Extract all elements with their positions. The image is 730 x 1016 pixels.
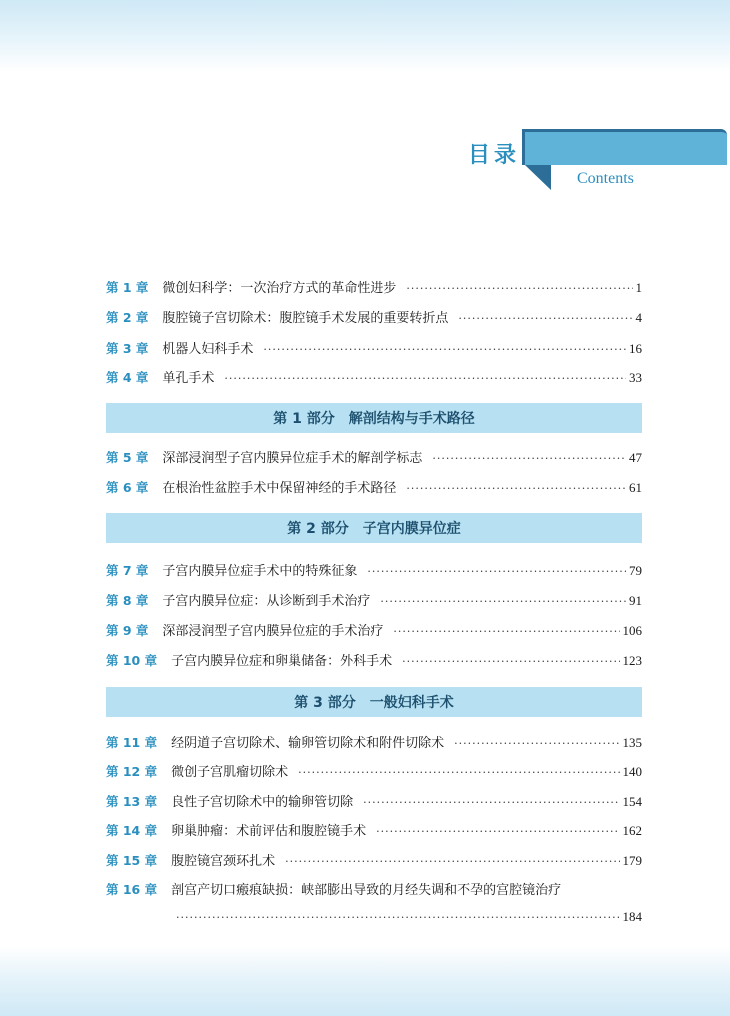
page-title: 目录 [468,142,521,168]
chapter-number: 第 12 章 [106,764,158,779]
page-number: 154 [622,794,642,809]
toc-entry-ch10[interactable] [106,650,642,672]
toc-entry-ch4[interactable] [106,367,642,389]
toc-entry-ch9[interactable] [106,620,642,642]
top-gradient-band [0,0,730,72]
toc-entry-ch11[interactable] [106,732,642,754]
chapter-title: 微创妇科学：一次治疗方式的革命性进步 [162,281,397,296]
chapter-number: 第 15 章 [106,853,158,868]
dot-leader [376,825,619,838]
part-number: 第 2 部分 [287,521,349,537]
chapter-number: 第 7 章 [106,563,149,578]
toc-entry-ch7[interactable] [106,560,642,582]
toc-entry-ch12[interactable] [106,761,642,783]
chapter-title: 深部浸润型子宫内膜异位症手术的解剖学标志 [162,451,423,466]
page-number: 179 [622,853,642,868]
chapter-title: 子宫内膜异位症和卵巢储备：外科手术 [171,654,393,669]
page-number: 4 [635,310,642,325]
toc-entry-ch6[interactable] [106,477,642,499]
chapter-number: 第 16 章 [106,882,158,897]
part-heading-3[interactable] [106,687,642,717]
part-title: 子宫内膜异位症 [362,521,461,537]
dot-leader [380,595,626,608]
page-number: 123 [622,653,642,668]
page-subtitle: Contents [577,170,634,187]
page-number: 135 [622,735,642,750]
chapter-title: 子宫内膜异位症：从诊断到手术治疗 [162,594,371,609]
page-number: 16 [629,341,642,356]
part-title: 一般妇科手术 [369,695,454,711]
page-number: 140 [622,764,642,779]
toc-entry-ch15[interactable] [106,850,642,872]
part-number: 第 3 部分 [294,695,356,711]
dot-leader [263,343,626,356]
toc-entry-ch2[interactable] [106,307,642,329]
chapter-number: 第 6 章 [106,480,149,495]
part-title: 解剖结构与手术路径 [348,411,475,427]
part-number: 第 1 部分 [273,411,335,427]
page-number: 61 [629,480,642,495]
dot-leader [224,372,626,385]
chapter-title: 卵巢肿瘤：术前评估和腹腔镜手术 [171,824,367,839]
chapter-title: 剖宫产切口瘢痕缺损：峡部膨出导致的月经失调和不孕的宫腔镜治疗 [171,883,562,898]
chapter-title: 腹腔镜宫颈环扎术 [171,854,276,869]
chapter-title: 子宫内膜异位症手术中的特殊征象 [162,564,358,579]
dot-leader [432,452,626,465]
chapter-number: 第 10 章 [106,653,158,668]
chapter-number: 第 1 章 [106,280,149,295]
chapter-title: 单孔手术 [162,371,215,386]
chapter-title: 经阴道子宫切除术、输卵管切除术和附件切除术 [171,736,445,751]
toc-entry-ch5[interactable] [106,447,642,469]
toc-entry-ch3[interactable] [106,338,642,360]
toc-entry-ch16[interactable] [106,879,642,901]
chapter-title: 微创子宫肌瘤切除术 [171,765,289,780]
chapter-number: 第 14 章 [106,823,158,838]
chapter-title: 机器人妇科手术 [162,342,254,357]
dot-leader [458,312,632,325]
title-ribbon [522,129,727,165]
chapter-title: 良性子宫切除术中的输卵管切除 [171,795,354,810]
chapter-number: 第 8 章 [106,593,149,608]
chapter-title: 深部浸润型子宫内膜异位症的手术治疗 [162,624,384,639]
chapter-title: 在根治性盆腔手术中保留神经的手术路径 [162,481,397,496]
chapter-number: 第 9 章 [106,623,149,638]
chapter-number: 第 11 章 [106,735,158,750]
dot-leader [285,855,619,868]
dot-leader [363,796,619,809]
dot-leader [454,737,619,750]
toc-entry-ch16-continuation[interactable] [176,909,642,931]
dot-leader [406,482,626,495]
toc-entry-ch1[interactable] [106,277,642,299]
dot-leader [367,565,626,578]
toc-entry-ch8[interactable] [106,590,642,612]
toc-entry-ch14[interactable] [106,820,642,842]
part-heading-1[interactable] [106,403,642,433]
page-number: 184 [622,909,642,924]
chapter-number: 第 3 章 [106,341,149,356]
chapter-number: 第 4 章 [106,370,149,385]
dot-leader [298,766,619,779]
bottom-gradient-band [0,946,730,1016]
dot-leader [402,655,619,668]
chapter-number: 第 13 章 [106,794,158,809]
chapter-number: 第 5 章 [106,450,149,465]
dot-leader [393,625,619,638]
page-number: 79 [629,563,642,578]
toc-entry-ch13[interactable] [106,791,642,813]
page-number: 91 [629,593,642,608]
chapter-number: 第 2 章 [106,310,149,325]
page-number: 47 [629,450,642,465]
part-heading-2[interactable] [106,513,642,543]
page-number: 162 [622,823,642,838]
page-number: 1 [635,280,642,295]
dot-leader [176,911,620,924]
chapter-title: 腹腔镜子宫切除术：腹腔镜手术发展的重要转折点 [162,311,449,326]
dot-leader [406,282,632,295]
page-number: 33 [629,370,642,385]
title-ribbon-fold [525,165,551,190]
page-number: 106 [622,623,642,638]
